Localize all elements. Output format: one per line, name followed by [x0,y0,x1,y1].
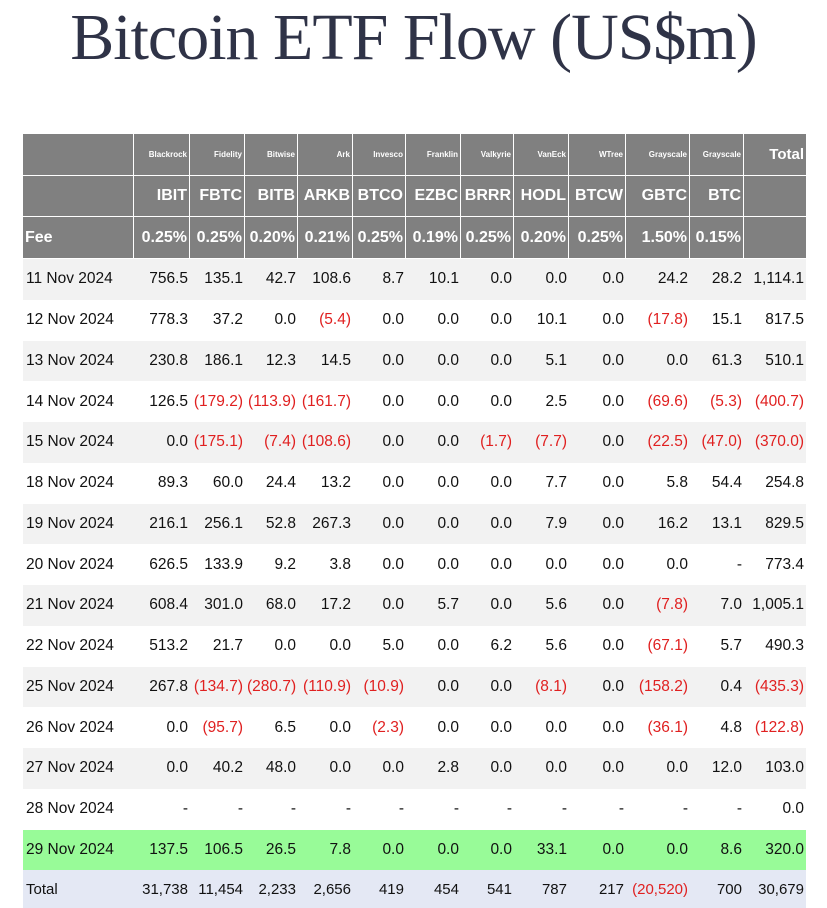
flow-cell: (2.3) [353,707,406,748]
ticker-header-cell: BTCW [569,176,626,217]
flow-cell: (179.2) [190,381,245,422]
issuer-header-cell: WTree [569,134,626,176]
ticker-header-cell: BRRR [461,176,514,217]
flow-cell: 0.0 [461,544,514,585]
flow-cell: 0.0 [514,748,569,789]
flow-cell: 0.0 [406,422,461,463]
table-row [23,463,806,504]
flow-cell: 0.0 [298,626,353,667]
flow-cell: 0.0 [406,300,461,341]
table-row [23,626,806,667]
flow-cell: 0.0 [626,830,690,871]
flow-cell: 0.0 [626,544,690,585]
flow-cell: 0.0 [245,626,298,667]
flow-cell: (22.5) [626,422,690,463]
flow-cell: 0.0 [406,341,461,382]
date-cell: 22 Nov 2024 [23,626,134,667]
row-total-cell: 490.3 [744,626,806,667]
flow-cell: (7.8) [626,585,690,626]
row-total-cell: 1,114.1 [744,259,806,300]
flow-cell: (69.6) [626,381,690,422]
flow-cell: 0.0 [461,707,514,748]
flow-cell: 0.0 [461,381,514,422]
ticker-header-cell: GBTC [626,176,690,217]
flow-cell: 513.2 [134,626,190,667]
flow-cell: 256.1 [190,504,245,545]
flow-cell: 6.2 [461,626,514,667]
flow-cell: - [353,789,406,830]
date-cell: 19 Nov 2024 [23,504,134,545]
flow-cell: 10.1 [406,259,461,300]
flow-cell: (67.1) [626,626,690,667]
ticker-header-cell: BTC [690,176,744,217]
flow-cell: 0.0 [461,259,514,300]
table-body [23,134,806,908]
flow-cell: 26.5 [245,830,298,871]
flow-cell: 0.0 [461,585,514,626]
flow-cell: 5.8 [626,463,690,504]
row-total-cell: 817.5 [744,300,806,341]
totals-row [23,870,806,908]
flow-cell: 0.0 [626,341,690,382]
flow-cell: 52.8 [245,504,298,545]
flow-cell: 0.0 [626,748,690,789]
flow-cell: 12.3 [245,341,298,382]
date-cell: 14 Nov 2024 [23,381,134,422]
flow-cell: 24.4 [245,463,298,504]
table-row [23,341,806,382]
flow-cell: (280.7) [245,667,298,708]
flow-cell: 0.0 [461,300,514,341]
flow-cell: 0.0 [298,748,353,789]
total-value-cell: (20,520) [626,870,690,908]
flow-cell: - [134,789,190,830]
flow-cell: 0.0 [298,707,353,748]
flow-cell: 5.6 [514,626,569,667]
date-cell: 12 Nov 2024 [23,300,134,341]
ticker-header-row [23,176,806,217]
flow-cell: 0.0 [569,667,626,708]
total-value-cell: 700 [690,870,744,908]
table-row [23,504,806,545]
totals-label-cell: Total [23,870,134,908]
ticker-header-cell: HODL [514,176,569,217]
flow-cell: (7.7) [514,422,569,463]
flow-cell: 230.8 [134,341,190,382]
flow-cell: (47.0) [690,422,744,463]
fee-cell: 0.25% [190,217,245,259]
flow-cell: - [569,789,626,830]
flow-cell: - [461,789,514,830]
row-total-cell: 510.1 [744,341,806,382]
flow-cell: - [190,789,245,830]
flow-cell: (134.7) [190,667,245,708]
flow-cell: 0.0 [406,667,461,708]
date-cell: 27 Nov 2024 [23,748,134,789]
flow-cell: 0.0 [461,463,514,504]
total-value-cell: 11,454 [190,870,245,908]
ticker-header-cell: EZBC [406,176,461,217]
total-value-cell: 454 [406,870,461,908]
flow-cell: 135.1 [190,259,245,300]
flow-cell: 0.0 [406,626,461,667]
ticker-header-cell: IBIT [134,176,190,217]
table-row [23,381,806,422]
issuer-header-cell: Grayscale [626,134,690,176]
flow-cell: 267.3 [298,504,353,545]
flow-cell: 0.0 [569,626,626,667]
flow-cell: 16.2 [626,504,690,545]
ticker-header-cell: FBTC [190,176,245,217]
issuer-header-cell: Fidelity [190,134,245,176]
flow-cell: - [626,789,690,830]
flow-cell: 126.5 [134,381,190,422]
flow-cell: 0.0 [569,381,626,422]
header-corner-cell [23,134,134,176]
flow-cell: (10.9) [353,667,406,708]
flow-cell: 608.4 [134,585,190,626]
flow-cell: (158.2) [626,667,690,708]
flow-cell: 137.5 [134,830,190,871]
flow-cell: 2.8 [406,748,461,789]
table-row [23,544,806,585]
flow-cell: (7.4) [245,422,298,463]
flow-cell: - [514,789,569,830]
flow-cell: 0.0 [569,544,626,585]
flow-cell: 0.4 [690,667,744,708]
fee-cell: 0.25% [353,217,406,259]
flow-cell: 0.0 [569,830,626,871]
flow-cell: 28.2 [690,259,744,300]
flow-cell: 0.0 [569,748,626,789]
flow-cell: 68.0 [245,585,298,626]
flow-cell: 778.3 [134,300,190,341]
flow-cell: 0.0 [406,381,461,422]
table-row [23,748,806,789]
flow-cell: 60.0 [190,463,245,504]
total-value-cell: 541 [461,870,514,908]
total-value-cell: 2,656 [298,870,353,908]
fee-cell: 0.19% [406,217,461,259]
flow-cell: 0.0 [406,707,461,748]
fee-cell: 0.25% [569,217,626,259]
flow-cell: 0.0 [353,422,406,463]
flow-cell: 8.6 [690,830,744,871]
flow-cell: 7.8 [298,830,353,871]
flow-cell: 133.9 [190,544,245,585]
flow-cell: 0.0 [514,259,569,300]
flow-cell: 0.0 [353,544,406,585]
flow-cell: 0.0 [353,585,406,626]
flow-cell: 0.0 [569,463,626,504]
row-total-cell: 320.0 [744,830,806,871]
flow-cell: 4.8 [690,707,744,748]
date-cell: 20 Nov 2024 [23,544,134,585]
flow-cell: - [690,789,744,830]
flow-cell: 0.0 [245,300,298,341]
flow-cell: (161.7) [298,381,353,422]
flow-cell: 8.7 [353,259,406,300]
flow-cell: - [406,789,461,830]
date-cell: 28 Nov 2024 [23,789,134,830]
fee-cell: 0.20% [245,217,298,259]
flow-cell: 3.8 [298,544,353,585]
table-row [23,830,806,871]
fee-cell: 1.50% [626,217,690,259]
header-blank-cell [744,176,806,217]
fee-label-cell: Fee [23,217,134,259]
total-value-cell: 30,679 [744,870,806,908]
row-total-cell: (122.8) [744,707,806,748]
issuer-header-cell: Blackrock [134,134,190,176]
total-value-cell: 31,738 [134,870,190,908]
flow-cell: 5.7 [406,585,461,626]
flow-cell: 0.0 [353,463,406,504]
issuer-header-cell: VanEck [514,134,569,176]
date-cell: 11 Nov 2024 [23,259,134,300]
row-total-cell: (435.3) [744,667,806,708]
ticker-header-cell: BITB [245,176,298,217]
issuer-header-cell: Franklin [406,134,461,176]
flow-cell: 0.0 [353,504,406,545]
flow-cell: 5.0 [353,626,406,667]
flow-cell: 0.0 [461,748,514,789]
flow-cell: 216.1 [134,504,190,545]
flow-cell: (5.3) [690,381,744,422]
date-cell: 13 Nov 2024 [23,341,134,382]
issuer-header-cell: Ark [298,134,353,176]
fee-header-row [23,217,806,259]
flow-cell: 0.0 [569,300,626,341]
date-cell: 26 Nov 2024 [23,707,134,748]
date-cell: 18 Nov 2024 [23,463,134,504]
flow-cell: - [690,544,744,585]
row-total-cell: 773.4 [744,544,806,585]
flow-cell: 89.3 [134,463,190,504]
row-total-cell: 254.8 [744,463,806,504]
total-value-cell: 787 [514,870,569,908]
header-corner-cell [23,176,134,217]
issuer-header-cell: Valkyrie [461,134,514,176]
date-cell: 25 Nov 2024 [23,667,134,708]
total-value-cell: 2,233 [245,870,298,908]
flow-cell: 0.0 [461,830,514,871]
page-title: Bitcoin ETF Flow (US$m) [70,1,757,74]
flow-cell: 0.0 [353,341,406,382]
flow-cell: (95.7) [190,707,245,748]
flow-cell: 9.2 [245,544,298,585]
table-row [23,667,806,708]
header-blank-cell [744,217,806,259]
flow-cell: 0.0 [514,544,569,585]
flow-cell: 0.0 [569,341,626,382]
flow-cell: 6.5 [245,707,298,748]
flow-cell: (110.9) [298,667,353,708]
flow-cell: 186.1 [190,341,245,382]
flow-cell: 0.0 [514,707,569,748]
flow-cell: 17.2 [298,585,353,626]
row-total-cell: (400.7) [744,381,806,422]
flow-cell: 0.0 [353,830,406,871]
flow-cell: 108.6 [298,259,353,300]
flow-cell: 0.0 [134,748,190,789]
flow-cell: 0.0 [406,830,461,871]
flow-cell: 301.0 [190,585,245,626]
date-cell: 15 Nov 2024 [23,422,134,463]
flow-cell: 21.7 [190,626,245,667]
table-row [23,422,806,463]
flow-cell: 12.0 [690,748,744,789]
row-total-cell: 1,005.1 [744,585,806,626]
flow-cell: (8.1) [514,667,569,708]
flow-cell: (108.6) [298,422,353,463]
flow-cell: 0.0 [569,422,626,463]
flow-cell: 267.8 [134,667,190,708]
date-cell: 29 Nov 2024 [23,830,134,871]
ticker-header-cell: BTCO [353,176,406,217]
flow-cell: 15.1 [690,300,744,341]
flow-cell: 0.0 [406,504,461,545]
row-total-cell: (370.0) [744,422,806,463]
flow-cell: 61.3 [690,341,744,382]
row-total-cell: 103.0 [744,748,806,789]
flow-cell: 106.5 [190,830,245,871]
flow-cell: 0.0 [569,707,626,748]
table-row [23,585,806,626]
flow-cell: 10.1 [514,300,569,341]
issuer-header-cell: Invesco [353,134,406,176]
flow-cell: 756.5 [134,259,190,300]
flow-cell: 0.0 [569,585,626,626]
flow-cell: - [298,789,353,830]
flow-cell: 5.1 [514,341,569,382]
flow-cell: 54.4 [690,463,744,504]
table-row [23,789,806,830]
total-value-cell: 419 [353,870,406,908]
flow-cell: 0.0 [134,707,190,748]
table-row [23,300,806,341]
fee-cell: 0.21% [298,217,353,259]
flow-cell: (5.4) [298,300,353,341]
fee-cell: 0.25% [134,217,190,259]
flow-cell: 2.5 [514,381,569,422]
fee-cell: 0.20% [514,217,569,259]
flow-cell: 0.0 [353,381,406,422]
flow-cell: 42.7 [245,259,298,300]
flow-cell: 0.0 [461,341,514,382]
flow-cell: 14.5 [298,341,353,382]
flow-cell: 7.0 [690,585,744,626]
flow-cell: 13.1 [690,504,744,545]
row-total-cell: 0.0 [744,789,806,830]
flow-cell: 0.0 [406,544,461,585]
flow-cell: 48.0 [245,748,298,789]
flow-cell: 7.7 [514,463,569,504]
total-header-cell: Total [744,134,806,176]
flow-cell: (175.1) [190,422,245,463]
flow-cell: 37.2 [190,300,245,341]
flow-cell: 40.2 [190,748,245,789]
flow-cell: - [245,789,298,830]
flow-cell: (36.1) [626,707,690,748]
etf-flow-table [23,134,806,908]
flow-cell: 0.0 [353,300,406,341]
flow-cell: 0.0 [406,463,461,504]
flow-cell: 5.7 [690,626,744,667]
issuer-header-cell: Grayscale [690,134,744,176]
fee-cell: 0.25% [461,217,514,259]
flow-cell: 626.5 [134,544,190,585]
flow-cell: 13.2 [298,463,353,504]
issuer-header-row [23,134,806,176]
issuer-header-cell: Bitwise [245,134,298,176]
flow-cell: 24.2 [626,259,690,300]
flow-cell: 0.0 [461,504,514,545]
flow-cell: 0.0 [569,259,626,300]
fee-cell: 0.15% [690,217,744,259]
flow-cell: (17.8) [626,300,690,341]
flow-cell: 5.6 [514,585,569,626]
flow-cell: (1.7) [461,422,514,463]
total-value-cell: 217 [569,870,626,908]
flow-cell: 33.1 [514,830,569,871]
flow-cell: (113.9) [245,381,298,422]
ticker-header-cell: ARKB [298,176,353,217]
flow-cell: 7.9 [514,504,569,545]
flow-cell: 0.0 [353,748,406,789]
flow-cell: 0.0 [569,504,626,545]
flow-cell: 0.0 [461,667,514,708]
date-cell: 21 Nov 2024 [23,585,134,626]
table-row [23,707,806,748]
row-total-cell: 829.5 [744,504,806,545]
table-row [23,259,806,300]
flow-cell: 0.0 [134,422,190,463]
